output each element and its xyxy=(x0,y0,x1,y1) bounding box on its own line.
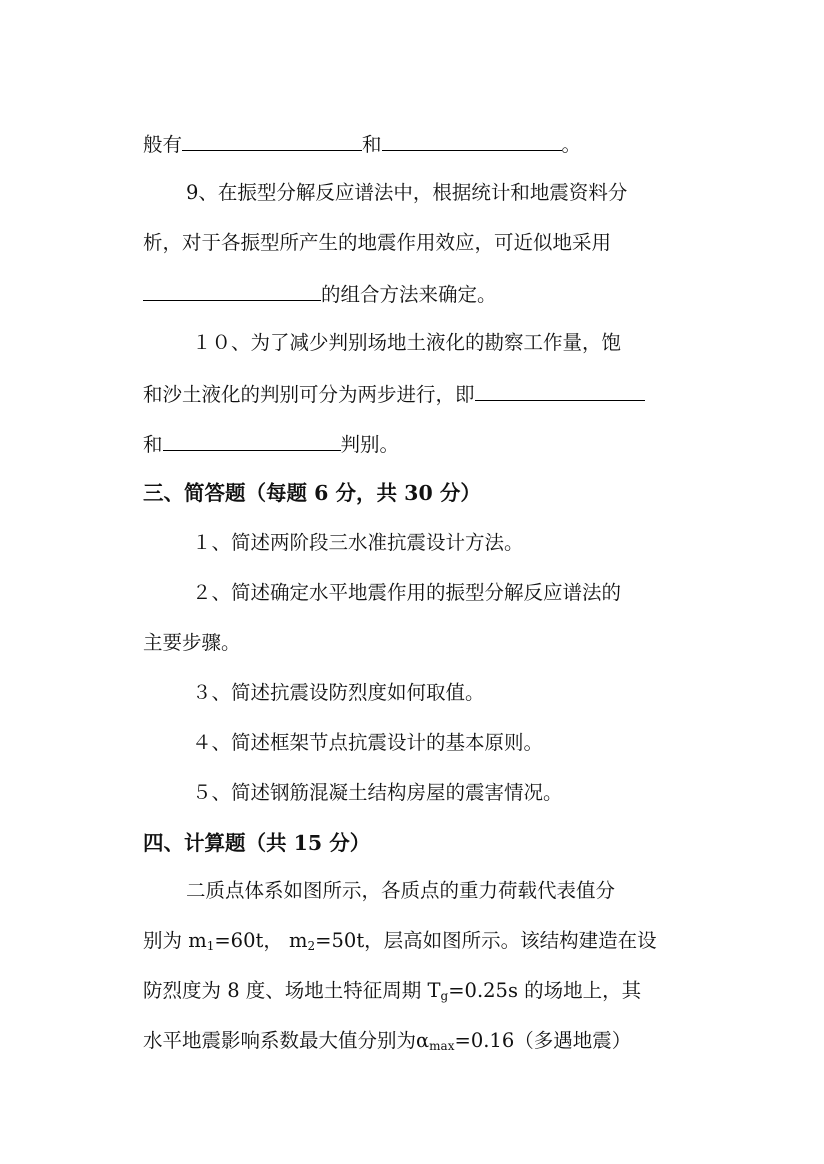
text: =50t，层高如图所示。该结构建造在设 xyxy=(315,929,657,952)
text: 别为 m xyxy=(143,929,207,952)
problem-line-4 xyxy=(143,1026,691,1056)
question-9-line-3 xyxy=(143,278,691,308)
fill-blank-line xyxy=(143,128,691,158)
list-item xyxy=(192,528,740,558)
item-text: 简述两阶段三水准抗震设计方法。 xyxy=(231,531,524,554)
question-10-line-3 xyxy=(143,428,691,458)
subscript: 2 xyxy=(307,939,316,953)
item-text: 简述抗震设防烈度如何取值。 xyxy=(231,681,485,704)
text: 般有 xyxy=(143,133,183,156)
question-number: １０、 xyxy=(192,333,251,354)
text: 为了减少判别场地土液化的勘察工作量，饱 xyxy=(250,331,622,354)
item-number: １、 xyxy=(192,531,232,554)
answer-blank[interactable] xyxy=(182,128,362,151)
item-number: ３、 xyxy=(192,681,232,704)
list-item xyxy=(192,778,740,808)
problem-line-2 xyxy=(143,926,691,956)
list-item-continuation: 主要步骤。 xyxy=(143,631,241,654)
text: =0.25s 的场地上，其 xyxy=(448,979,642,1002)
text: 的组合方法来确定。 xyxy=(321,283,497,306)
answer-blank[interactable] xyxy=(163,428,341,451)
item-text: 简述框架节点抗震设计的基本原则。 xyxy=(231,731,544,754)
text: 和沙土液化的判别可分为两步进行，即 xyxy=(143,383,475,406)
subscript: g xyxy=(440,989,449,1003)
subscript: max xyxy=(429,1039,455,1053)
problem-line-1: 二质点体系如图所示，各质点的重力荷载代表值分 xyxy=(186,879,616,902)
question-10-line-1 xyxy=(192,328,740,358)
text: 。 xyxy=(561,133,582,156)
item-number: ２、 xyxy=(192,581,232,604)
subscript: 1 xyxy=(206,939,215,953)
item-text: 简述确定水平地震作用的振型分解反应谱法的 xyxy=(231,581,622,604)
question-9-line-2: 析，对于各振型所产生的地震作用效应，可近似地采用 xyxy=(143,231,612,254)
text: 水平地震影响系数最大值分别为α xyxy=(143,1029,430,1052)
list-item xyxy=(192,578,740,608)
text: 和 xyxy=(143,433,163,456)
section-3-title: 三、简答题（每题 6 分，共 30 分） xyxy=(143,481,481,505)
item-number: ５、 xyxy=(192,781,232,804)
question-10-line-2 xyxy=(143,378,691,408)
text: =60t， m xyxy=(214,929,308,952)
text: 判别。 xyxy=(340,433,400,456)
problem-line-3 xyxy=(143,976,691,1006)
list-item xyxy=(192,728,740,758)
answer-blank[interactable] xyxy=(143,278,321,301)
section-4-title: 四、计算题（共 15 分） xyxy=(143,831,371,855)
text: 和 xyxy=(362,133,382,156)
answer-blank[interactable] xyxy=(475,378,645,401)
text: 防烈度为 8 度、场地土特征周期 T xyxy=(143,979,441,1002)
item-number: ４、 xyxy=(192,731,232,754)
text: =0.16（多遇地震） xyxy=(454,1029,632,1052)
question-9-line-1: 9、在振型分解反应谱法中，根据统计和地震资料分 xyxy=(186,181,628,204)
list-item xyxy=(192,678,740,708)
item-text: 简述钢筋混凝土结构房屋的震害情况。 xyxy=(231,781,563,804)
answer-blank[interactable] xyxy=(382,128,562,151)
